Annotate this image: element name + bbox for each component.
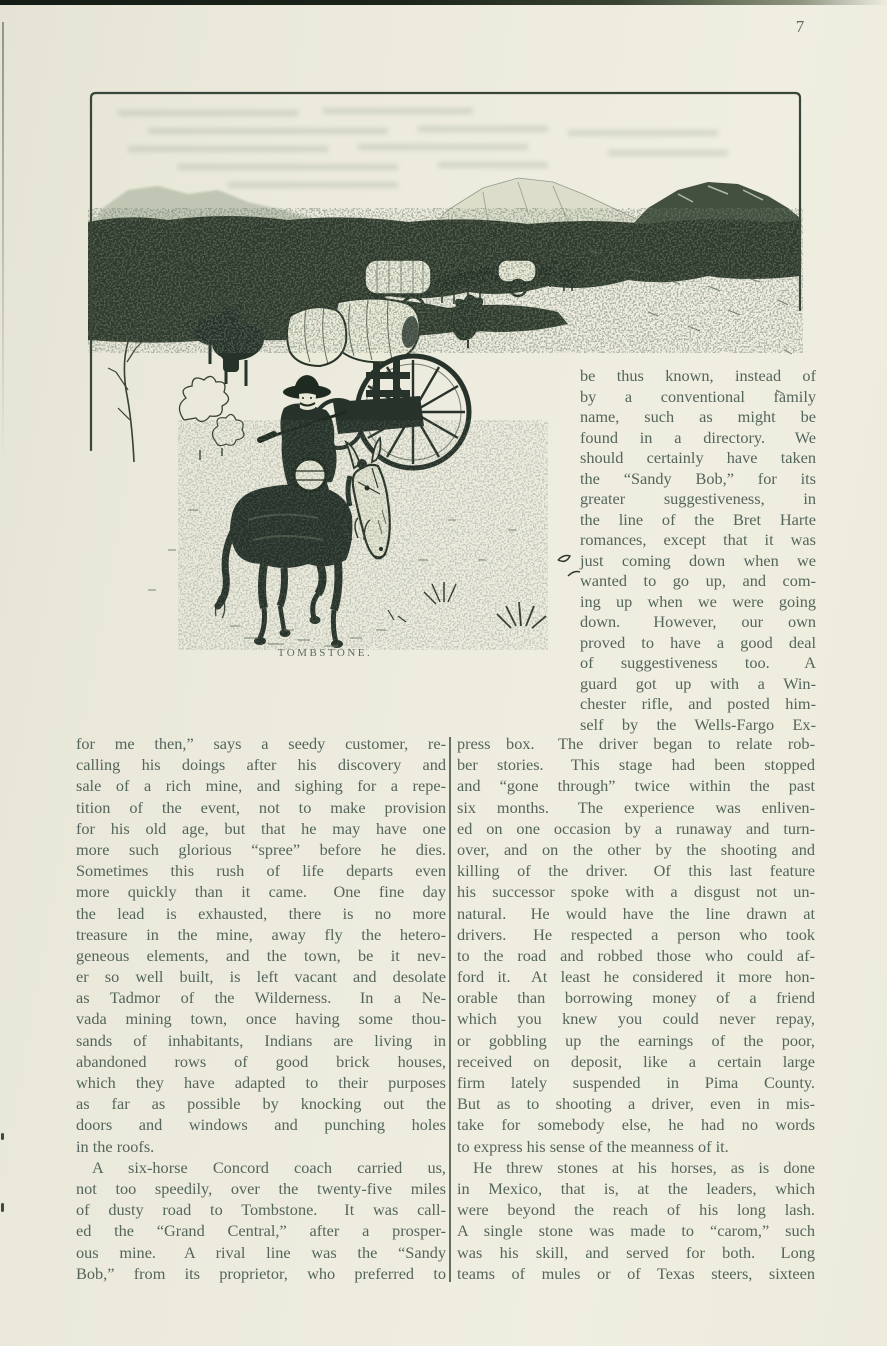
text-line: Bob,” from its proprietor, who preferred to bbox=[76, 1263, 446, 1283]
text-line: He threw stones at his horses, as is done bbox=[473, 1157, 815, 1177]
text-line: by a conventional family bbox=[580, 386, 816, 406]
text-line: in the roofs. bbox=[76, 1136, 155, 1156]
text-line: six months. The experience was enliven- bbox=[457, 797, 815, 817]
text-line: name, such as might be bbox=[580, 407, 816, 426]
column-divider bbox=[449, 737, 451, 1282]
text-line: the line of the Bret Harte bbox=[580, 509, 816, 529]
text-line: drivers. He respected a person who took bbox=[457, 924, 815, 944]
text-line: just coming down when we bbox=[580, 550, 816, 570]
grain-texture bbox=[178, 420, 548, 650]
text-line: A single stone was made to “carom,” such bbox=[457, 1221, 815, 1241]
scan-edge-left bbox=[2, 22, 4, 462]
text-line: to the road and robbed those who could af- bbox=[457, 945, 815, 965]
text-line: for his old age, but that he may have one bbox=[76, 818, 446, 838]
text-line: wanted to go up, and com- bbox=[580, 571, 816, 590]
text-line: greater suggestiveness, in bbox=[580, 489, 816, 508]
text-line: sands of inhabitants, Indians are living in bbox=[76, 1030, 446, 1050]
text-line: or gobbling up the earnings of the poor, bbox=[457, 1030, 815, 1050]
text-line: not too speedily, over the twenty-five miles bbox=[76, 1178, 446, 1198]
page-number: 7 bbox=[795, 17, 805, 36]
text-line: ing up when we were going bbox=[580, 591, 816, 611]
text-line: to express his sense of the meanness of it. bbox=[457, 1136, 729, 1156]
text-line: of suggestiveness too. A bbox=[580, 653, 816, 672]
text-line: vada mining town, once having some thou- bbox=[76, 1009, 446, 1029]
text-line: doors and windows and punching holes bbox=[76, 1115, 446, 1135]
text-line: of dusty road to Tombstone. It was call- bbox=[76, 1200, 446, 1220]
scan-speck bbox=[1, 1133, 4, 1140]
text-line: press box. The driver began to relate rob- bbox=[457, 734, 815, 753]
text-line: ed the “Grand Central,” after a prosper- bbox=[76, 1221, 446, 1241]
text-line: in Mexico, that is, at the leaders, which bbox=[457, 1178, 815, 1198]
text-line: Sometimes this rush of life departs even bbox=[76, 861, 446, 881]
text-line: be thus known, instead of bbox=[580, 366, 816, 385]
text-line: for me then,” says a seedy customer, re- bbox=[76, 734, 446, 753]
text-line: which they have adapted to their purposes bbox=[76, 1073, 446, 1092]
column-right-lower bbox=[457, 733, 815, 1284]
text-line: found in a directory. We bbox=[580, 427, 816, 447]
column-right-upper bbox=[580, 366, 816, 735]
text-line: down. However, our own bbox=[580, 612, 816, 631]
text-line: received on deposit, like a certain large bbox=[457, 1051, 815, 1071]
column-left bbox=[76, 733, 446, 1284]
text-line: romances, except that it was bbox=[580, 530, 816, 549]
text-line: A six-horse Concord coach carried us, bbox=[92, 1157, 446, 1177]
text-line: firm lately suspended in Pima County. bbox=[457, 1073, 815, 1092]
illustration-caption: TOMBSTONE. bbox=[277, 647, 373, 659]
text-line: treasure in the mine, away fly the hetero- bbox=[76, 924, 446, 944]
text-line: more such glorious “spree” before he dies. bbox=[76, 839, 446, 859]
text-line: as Tadmor of the Wilderness. In a Ne- bbox=[76, 988, 446, 1008]
text-line: the “Sandy Bob,” for its bbox=[580, 468, 816, 488]
text-line: his successor spoke with a disgust not un- bbox=[457, 882, 815, 902]
text-line: calling his doings after his discovery and bbox=[76, 755, 446, 775]
text-line: natural. He would have the line drawn at bbox=[457, 903, 815, 923]
text-line: as far as possible by knocking out the bbox=[76, 1094, 446, 1114]
text-line: tition of the event, not to make provision bbox=[76, 797, 446, 817]
text-line: more quickly than it came. One fine day bbox=[76, 882, 446, 902]
rider-face bbox=[299, 393, 316, 410]
text-line: But as to shooting a driver, even in mis- bbox=[457, 1094, 815, 1114]
text-line: self by the Wells-Fargo Ex- bbox=[580, 714, 816, 734]
text-line: were beyond the reach of his long lash. bbox=[457, 1200, 815, 1220]
text-line: the lead is exhausted, there is no more bbox=[76, 903, 446, 923]
text-line: orable than borrowing money of a friend bbox=[457, 988, 815, 1008]
text-line: and “gone through” twice within the past bbox=[457, 776, 815, 796]
text-line: geneous elements, and the town, be it nev- bbox=[76, 945, 446, 965]
text-line: abandoned rows of good brick houses, bbox=[76, 1051, 446, 1071]
scan-edge-top bbox=[0, 0, 887, 5]
text-line: killing of the driver. Of this last feature bbox=[457, 861, 815, 881]
text-line: er so well built, is left vacant and desolate bbox=[76, 967, 446, 987]
text-line: over, and on the other by the shooting and bbox=[457, 839, 815, 859]
text-line: ber stories. This stage had been stopped bbox=[457, 755, 815, 775]
text-line: proved to have a good deal bbox=[580, 632, 816, 652]
text-line: sale of a rich mine, and sighing for a repe- bbox=[76, 776, 446, 796]
text-line: take for somebody else, he had no words bbox=[457, 1115, 815, 1135]
text-line: ford it. At least he considered it more hon- bbox=[457, 967, 815, 987]
text-line: ed on one occasion by a runaway and turn- bbox=[457, 818, 815, 838]
text-line: ous mine. A rival line was the “Sandy bbox=[76, 1242, 446, 1262]
scan-speck bbox=[1, 1203, 4, 1212]
text-line: should certainly have taken bbox=[580, 448, 816, 467]
grain-texture bbox=[88, 208, 803, 353]
text-line: chester rifle, and posted him- bbox=[580, 694, 816, 713]
text-line: teams of mules or of Texas steers, sixteen bbox=[457, 1263, 815, 1283]
text-line: which you knew you could never repay, bbox=[457, 1009, 815, 1029]
text-line: was his skill, and served for both. Long bbox=[457, 1242, 815, 1262]
text-line: guard got up with a Win- bbox=[580, 673, 816, 693]
